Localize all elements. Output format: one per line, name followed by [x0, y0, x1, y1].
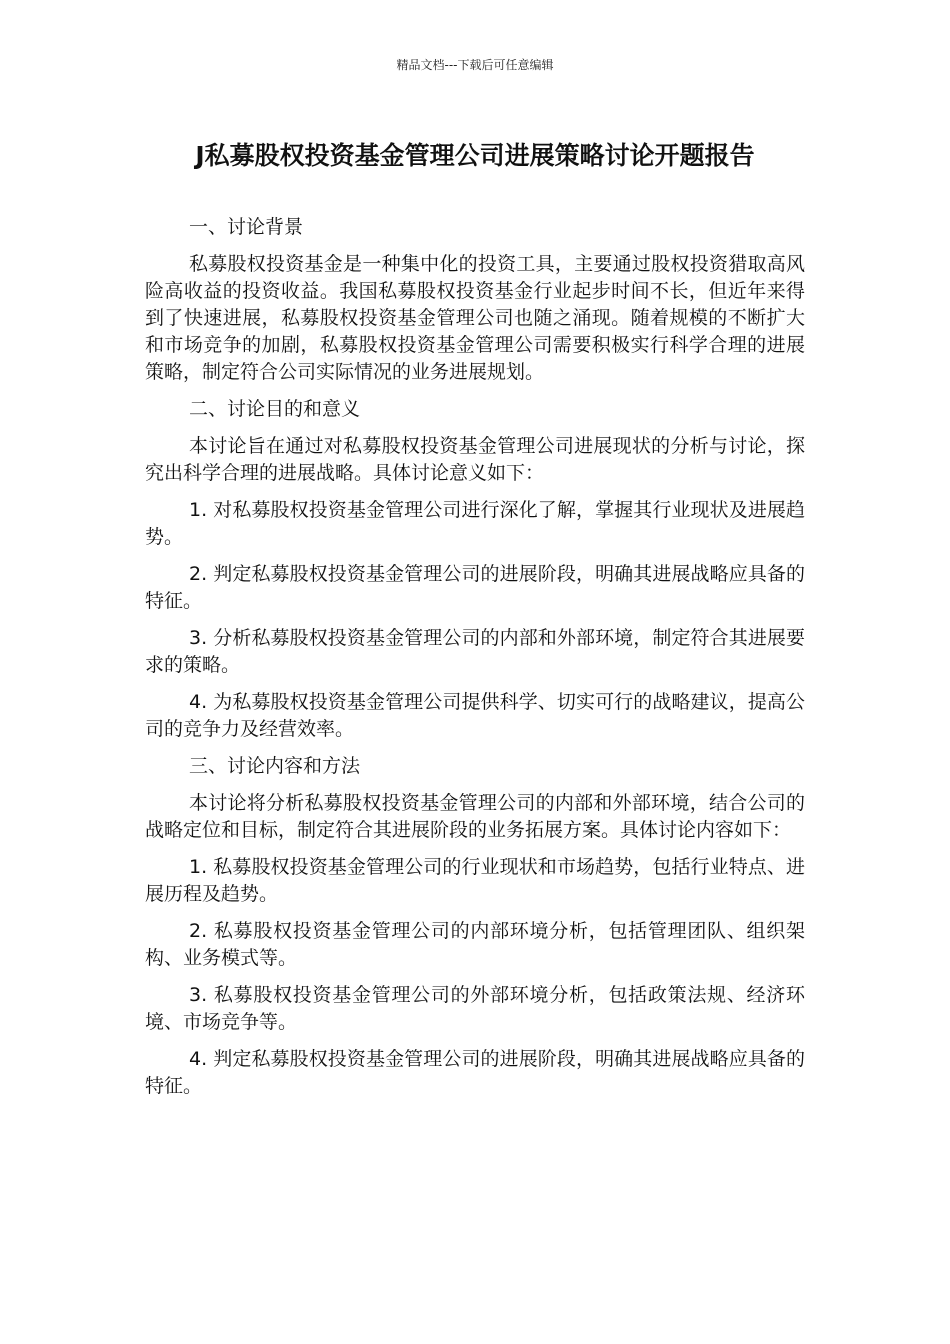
- paragraph-background: 私募股权投资基金是一种集中化的投资工具，主要通过股权投资猎取高风险高收益的投资收益。我国私募股权投资基金行业起步时间不长，但近年来得到了快速进展，私募股权投资基金管理公司也随之涌现。随着规模的不断扩大和市场竞争的加剧，私募股权投资基金管理公司需要积极实行科学合理的进展策略，制定符合公司实际情况的业务进展规划。: [145, 253, 805, 383]
- content-item-2: 2. 私募股权投资基金管理公司的内部环境分析，包括管理团队、组织架构、业务模式等。: [145, 920, 805, 969]
- paragraph-content-intro: 本讨论将分析私募股权投资基金管理公司的内部和外部环境，结合公司的战略定位和目标，制定符合其进展阶段的业务拓展方案。具体讨论内容如下：: [145, 792, 805, 841]
- section-heading-content-method: 三、讨论内容和方法: [189, 755, 361, 777]
- section-heading-purpose: 二、讨论目的和意义: [189, 398, 361, 420]
- header-watermark: 精品文档---下载后可任意编辑: [396, 58, 554, 72]
- section-heading-background: 一、讨论背景: [189, 216, 304, 238]
- purpose-item-3: 3. 分析私募股权投资基金管理公司的内部和外部环境，制定符合其进展要求的策略。: [145, 627, 805, 676]
- paragraph-purpose-intro: 本讨论旨在通过对私募股权投资基金管理公司进展现状的分析与讨论，探究出科学合理的进展战略。具体讨论意义如下：: [145, 435, 805, 484]
- content-item-4: 4. 判定私募股权投资基金管理公司的进展阶段，明确其进展战略应具备的特征。: [145, 1048, 805, 1097]
- content-item-3: 3. 私募股权投资基金管理公司的外部环境分析，包括政策法规、经济环境、市场竞争等。: [145, 984, 805, 1033]
- content-item-1: 1. 私募股权投资基金管理公司的行业现状和市场趋势，包括行业特点、进展历程及趋势。: [145, 856, 805, 905]
- purpose-item-1: 1. 对私募股权投资基金管理公司进行深化了解，掌握其行业现状及进展趋势。: [145, 499, 805, 548]
- document-title: J私募股权投资基金管理公司进展策略讨论开题报告: [195, 141, 755, 170]
- purpose-item-4: 4. 为私募股权投资基金管理公司提供科学、切实可行的战略建议，提高公司的竞争力及经营效率。: [145, 691, 805, 740]
- document-body: [145, 214, 805, 1110]
- purpose-item-2: 2. 判定私募股权投资基金管理公司的进展阶段，明确其进展战略应具备的特征。: [145, 563, 805, 612]
